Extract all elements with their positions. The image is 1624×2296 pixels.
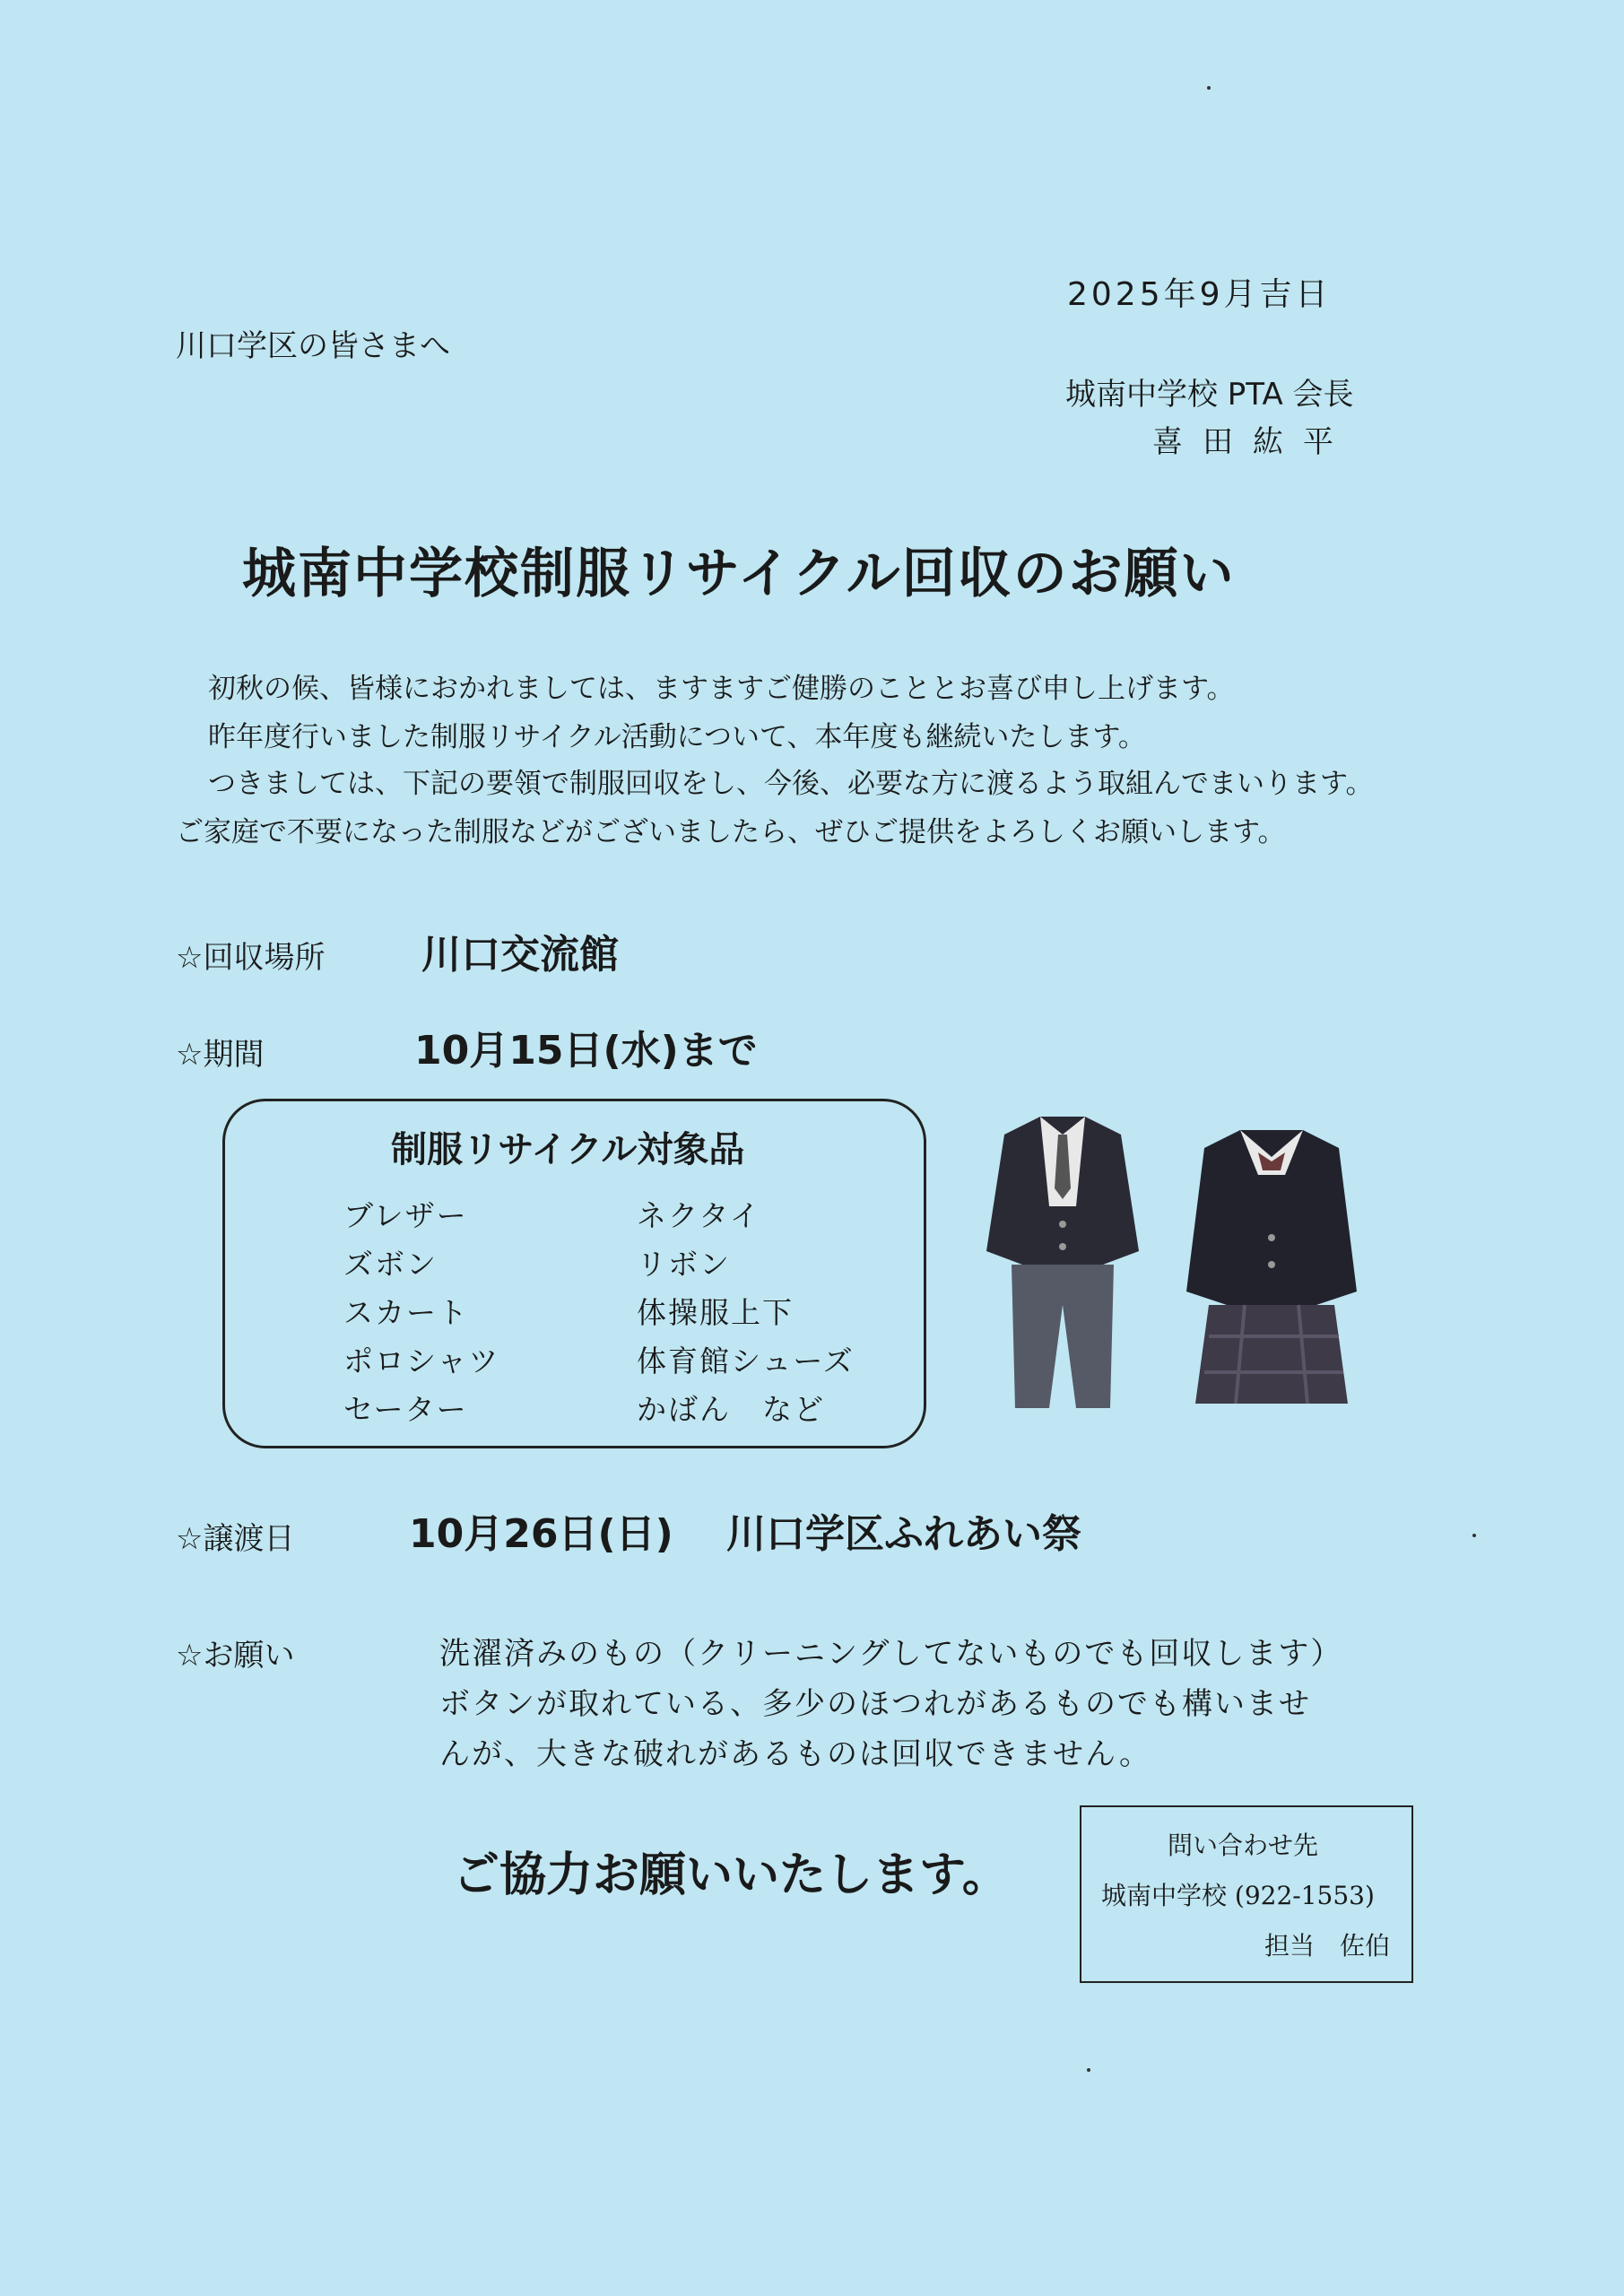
issue-date: 2025年9月吉日 bbox=[1067, 276, 1332, 313]
transfer-label: ☆譲渡日 bbox=[176, 1521, 295, 1557]
body-line: 昨年度行いました制服リサイクル活動について、本年度も継続いたします。 bbox=[208, 721, 1146, 753]
request-line: ボタンが取れている、多少のほつれがあるものでも構いませ bbox=[439, 1686, 1311, 1722]
item-left: スカート bbox=[343, 1295, 469, 1330]
sender-organization: 城南中学校 PTA 会長 bbox=[1065, 377, 1354, 413]
location-value: 川口交流館 bbox=[421, 932, 619, 978]
addressee: 川口学区の皆さまへ bbox=[176, 328, 450, 364]
request-line: 洗濯済みのもの（クリーニングしてないものでも回収します） bbox=[439, 1636, 1343, 1672]
item-left: セーター bbox=[343, 1392, 468, 1427]
location-label: ☆回収場所 bbox=[176, 940, 326, 976]
body-line: ご家庭で不要になった制服などがございましたら、ぜひご提供をよろしくお願いします。 bbox=[176, 816, 1286, 848]
document-title: 城南中学校制服リサイクル回収のお願い bbox=[242, 543, 1236, 605]
body-line: つきましては、下記の要領で制服回収をし、今後、必要な方に渡るよう取組んでまいります。 bbox=[208, 768, 1374, 800]
item-left: ポロシャツ bbox=[343, 1344, 500, 1378]
item-right: ネクタイ bbox=[637, 1198, 761, 1233]
item-left: ズボン bbox=[343, 1247, 438, 1282]
contact-person: 担当 佐伯 bbox=[1264, 1931, 1391, 1961]
item-right: かばん など bbox=[637, 1392, 825, 1427]
transfer-event: 川口学区ふれあい祭 bbox=[726, 1511, 1081, 1557]
period-label: ☆期間 bbox=[176, 1037, 265, 1073]
girls-uniform-illustration bbox=[1182, 1121, 1361, 1413]
period-value: 10月15日(水)まで bbox=[414, 1028, 758, 1074]
closing-message: ご協力お願いいたします。 bbox=[453, 1848, 1009, 1902]
items-box-title: 制服リサイクル対象品 bbox=[391, 1129, 745, 1170]
speck bbox=[1207, 86, 1211, 90]
item-right: 体操服上下 bbox=[637, 1295, 794, 1330]
speck bbox=[1087, 2068, 1090, 2072]
item-right: 体育館シューズ bbox=[637, 1344, 855, 1378]
item-left: ブレザー bbox=[343, 1198, 468, 1233]
item-right: リボン bbox=[637, 1247, 731, 1282]
body-line: 初秋の候、皆様におかれましては、ますますご健勝のこととお喜び申し上げます。 bbox=[208, 673, 1235, 705]
contact-school: 城南中学校 (922-1553) bbox=[1101, 1881, 1375, 1910]
request-line: んが、大きな破れがあるものは回収できません。 bbox=[439, 1736, 1152, 1772]
request-label: ☆お願い bbox=[176, 1638, 295, 1674]
sender-name: 喜田紘平 bbox=[1152, 424, 1353, 460]
transfer-date: 10月26日(日) bbox=[409, 1511, 673, 1557]
contact-heading: 問い合わせ先 bbox=[1168, 1831, 1319, 1860]
boys-uniform-illustration bbox=[977, 1117, 1148, 1413]
speck bbox=[1472, 1534, 1476, 1537]
